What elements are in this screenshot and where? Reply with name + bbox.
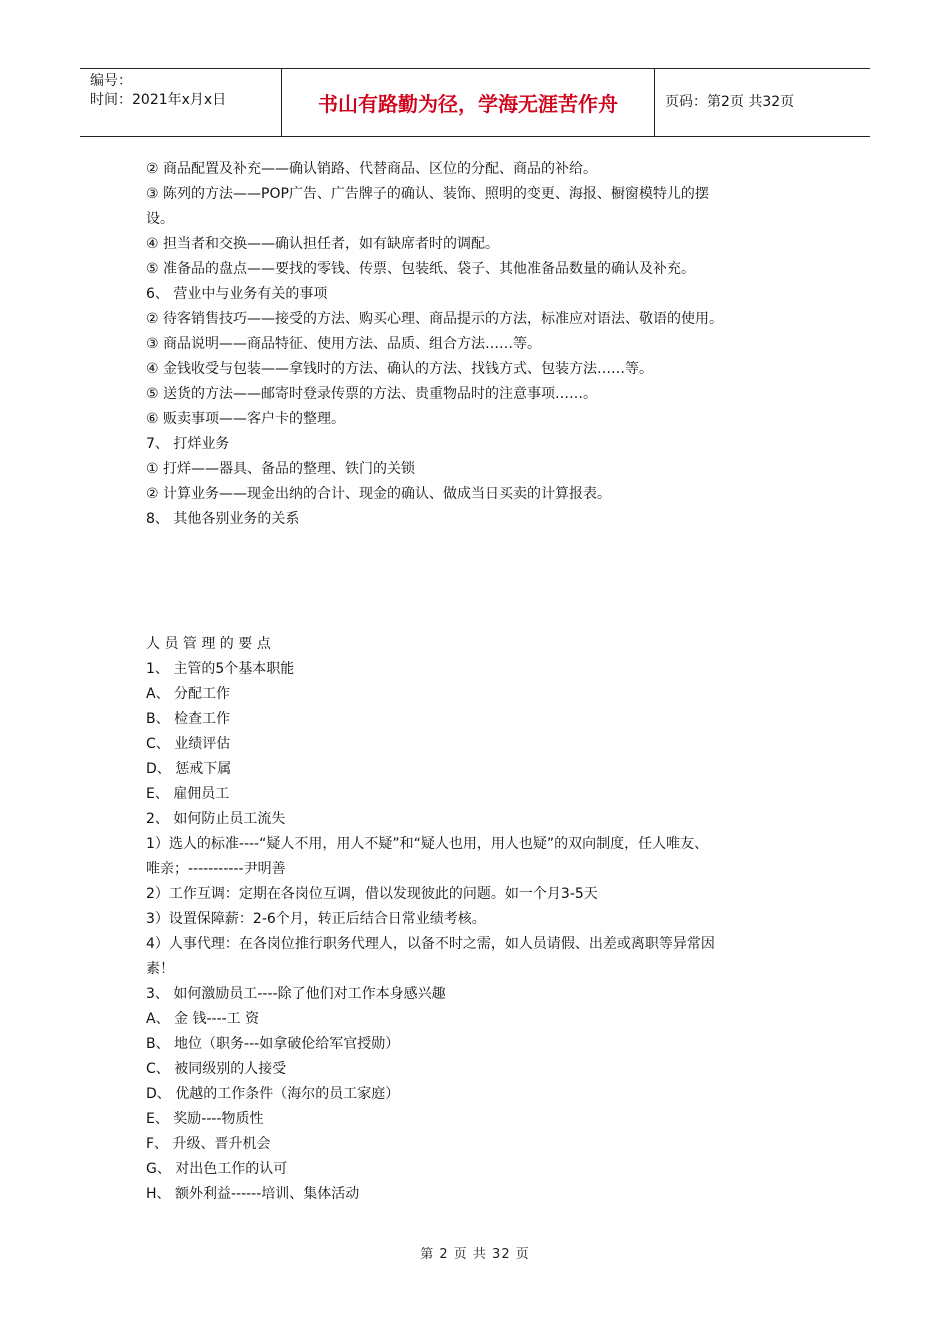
section-store-operations	[146, 157, 826, 532]
text-line: D、 优越的工作条件（海尔的员工家庭）	[146, 1086, 400, 1102]
text-line: 1、 主管的5个基本职能	[146, 661, 295, 677]
text-line: 2）工作互调：定期在各岗位互调，借以发现彼此的问题。如一个月3-5天	[146, 886, 598, 902]
page-footer: 第 2 页 共 32 页	[420, 1247, 530, 1262]
text-line: E、 奖励----物质性	[146, 1111, 264, 1127]
text-line: ③ 陈列的方法——POP广告、广告牌子的确认、装饰、照明的变更、海报、橱窗模特儿的摆	[146, 186, 709, 202]
text-line: B、 地位（职务---如拿破伦给军官授勋）	[146, 1036, 400, 1052]
text-line: ③ 商品说明——商品特征、使用方法、品质、组合方法……等。	[146, 336, 541, 352]
text-line: F、 升级、晋升机会	[146, 1136, 271, 1152]
text-line: ② 计算业务——现金出纳的合计、现金的确认、做成当日买卖的计算报表。	[146, 486, 611, 502]
text-line: 1）选人的标准----“疑人不用，用人不疑”和“疑人也用，用人也疑”的双向制度，任人唯友、	[146, 836, 709, 852]
text-line: 素！	[146, 961, 174, 977]
document-number-label: 编号：	[90, 73, 132, 89]
text-line: B、 检查工作	[146, 711, 231, 727]
text-line: 2、 如何防止员工流失	[146, 811, 286, 827]
header-page-code: 页码：第2页 共32页	[665, 94, 795, 110]
text-line: 7、 打烊业务	[146, 436, 230, 452]
header-page-cell	[655, 69, 870, 136]
text-line: ① 打烊——器具、备品的整理、铁门的关锁	[146, 461, 415, 477]
text-line: D、 惩戒下属	[146, 761, 232, 777]
text-line: 3、 如何激励员工----除了他们对工作本身感兴趣	[146, 986, 446, 1002]
text-line: ④ 金钱收受与包装——拿钱时的方法、确认的方法、找钱方式、包装方法……等。	[146, 361, 653, 377]
text-line: C、 被同级别的人接受	[146, 1061, 287, 1077]
text-line: A、 金 钱----工 资	[146, 1011, 260, 1027]
text-line: ⑤ 准备品的盘点——要找的零钱、传票、包装纸、袋子、其他准备品数量的确认及补充。	[146, 261, 695, 277]
text-line: H、 额外利益------培训、集体活动	[146, 1186, 360, 1202]
text-line: ⑥ 贩卖事项——客户卡的整理。	[146, 411, 346, 427]
text-line: E、 雇佣员工	[146, 786, 230, 802]
text-line: A、 分配工作	[146, 686, 231, 702]
text-line: 6、 营业中与业务有关的事项	[146, 286, 328, 302]
header-meta-cell	[80, 69, 280, 136]
text-line: ② 商品配置及补充——确认销路、代替商品、区位的分配、商品的补给。	[146, 161, 597, 177]
text-line: ④ 担当者和交换——确认担任者，如有缺席者时的调配。	[146, 236, 499, 252]
section-gap	[146, 532, 826, 632]
text-line: G、 对出色工作的认可	[146, 1161, 288, 1177]
header-motto-cell	[281, 69, 655, 136]
text-line: ② 待客销售技巧——接受的方法、购买心理、商品提示的方法，标准应对语法、敬语的使用。	[146, 311, 723, 327]
document-body	[146, 157, 826, 1207]
text-line: 设。	[146, 211, 174, 227]
text-line: C、 业绩评估	[146, 736, 231, 752]
document-date-label: 时间：2021年x月x日	[90, 92, 227, 108]
text-line: 人 员 管 理 的 要 点	[146, 636, 271, 652]
section-personnel-management	[146, 632, 826, 1207]
text-line: 4）人事代理：在各岗位推行职务代理人，以备不时之需，如人员请假、出差或离职等异常因	[146, 936, 715, 952]
text-line: 3）设置保障薪：2-6个月，转正后结合日常业绩考核。	[146, 911, 486, 927]
text-line: ⑤ 送货的方法——邮寄时登录传票的方法、贵重物品时的注意事项……。	[146, 386, 597, 402]
page-header	[80, 68, 870, 137]
text-line: 8、 其他各别业务的关系	[146, 511, 300, 527]
header-motto: 书山有路勤为径，学海无涯苦作舟	[318, 92, 618, 116]
text-line: 唯亲；-----------尹明善	[146, 861, 286, 877]
